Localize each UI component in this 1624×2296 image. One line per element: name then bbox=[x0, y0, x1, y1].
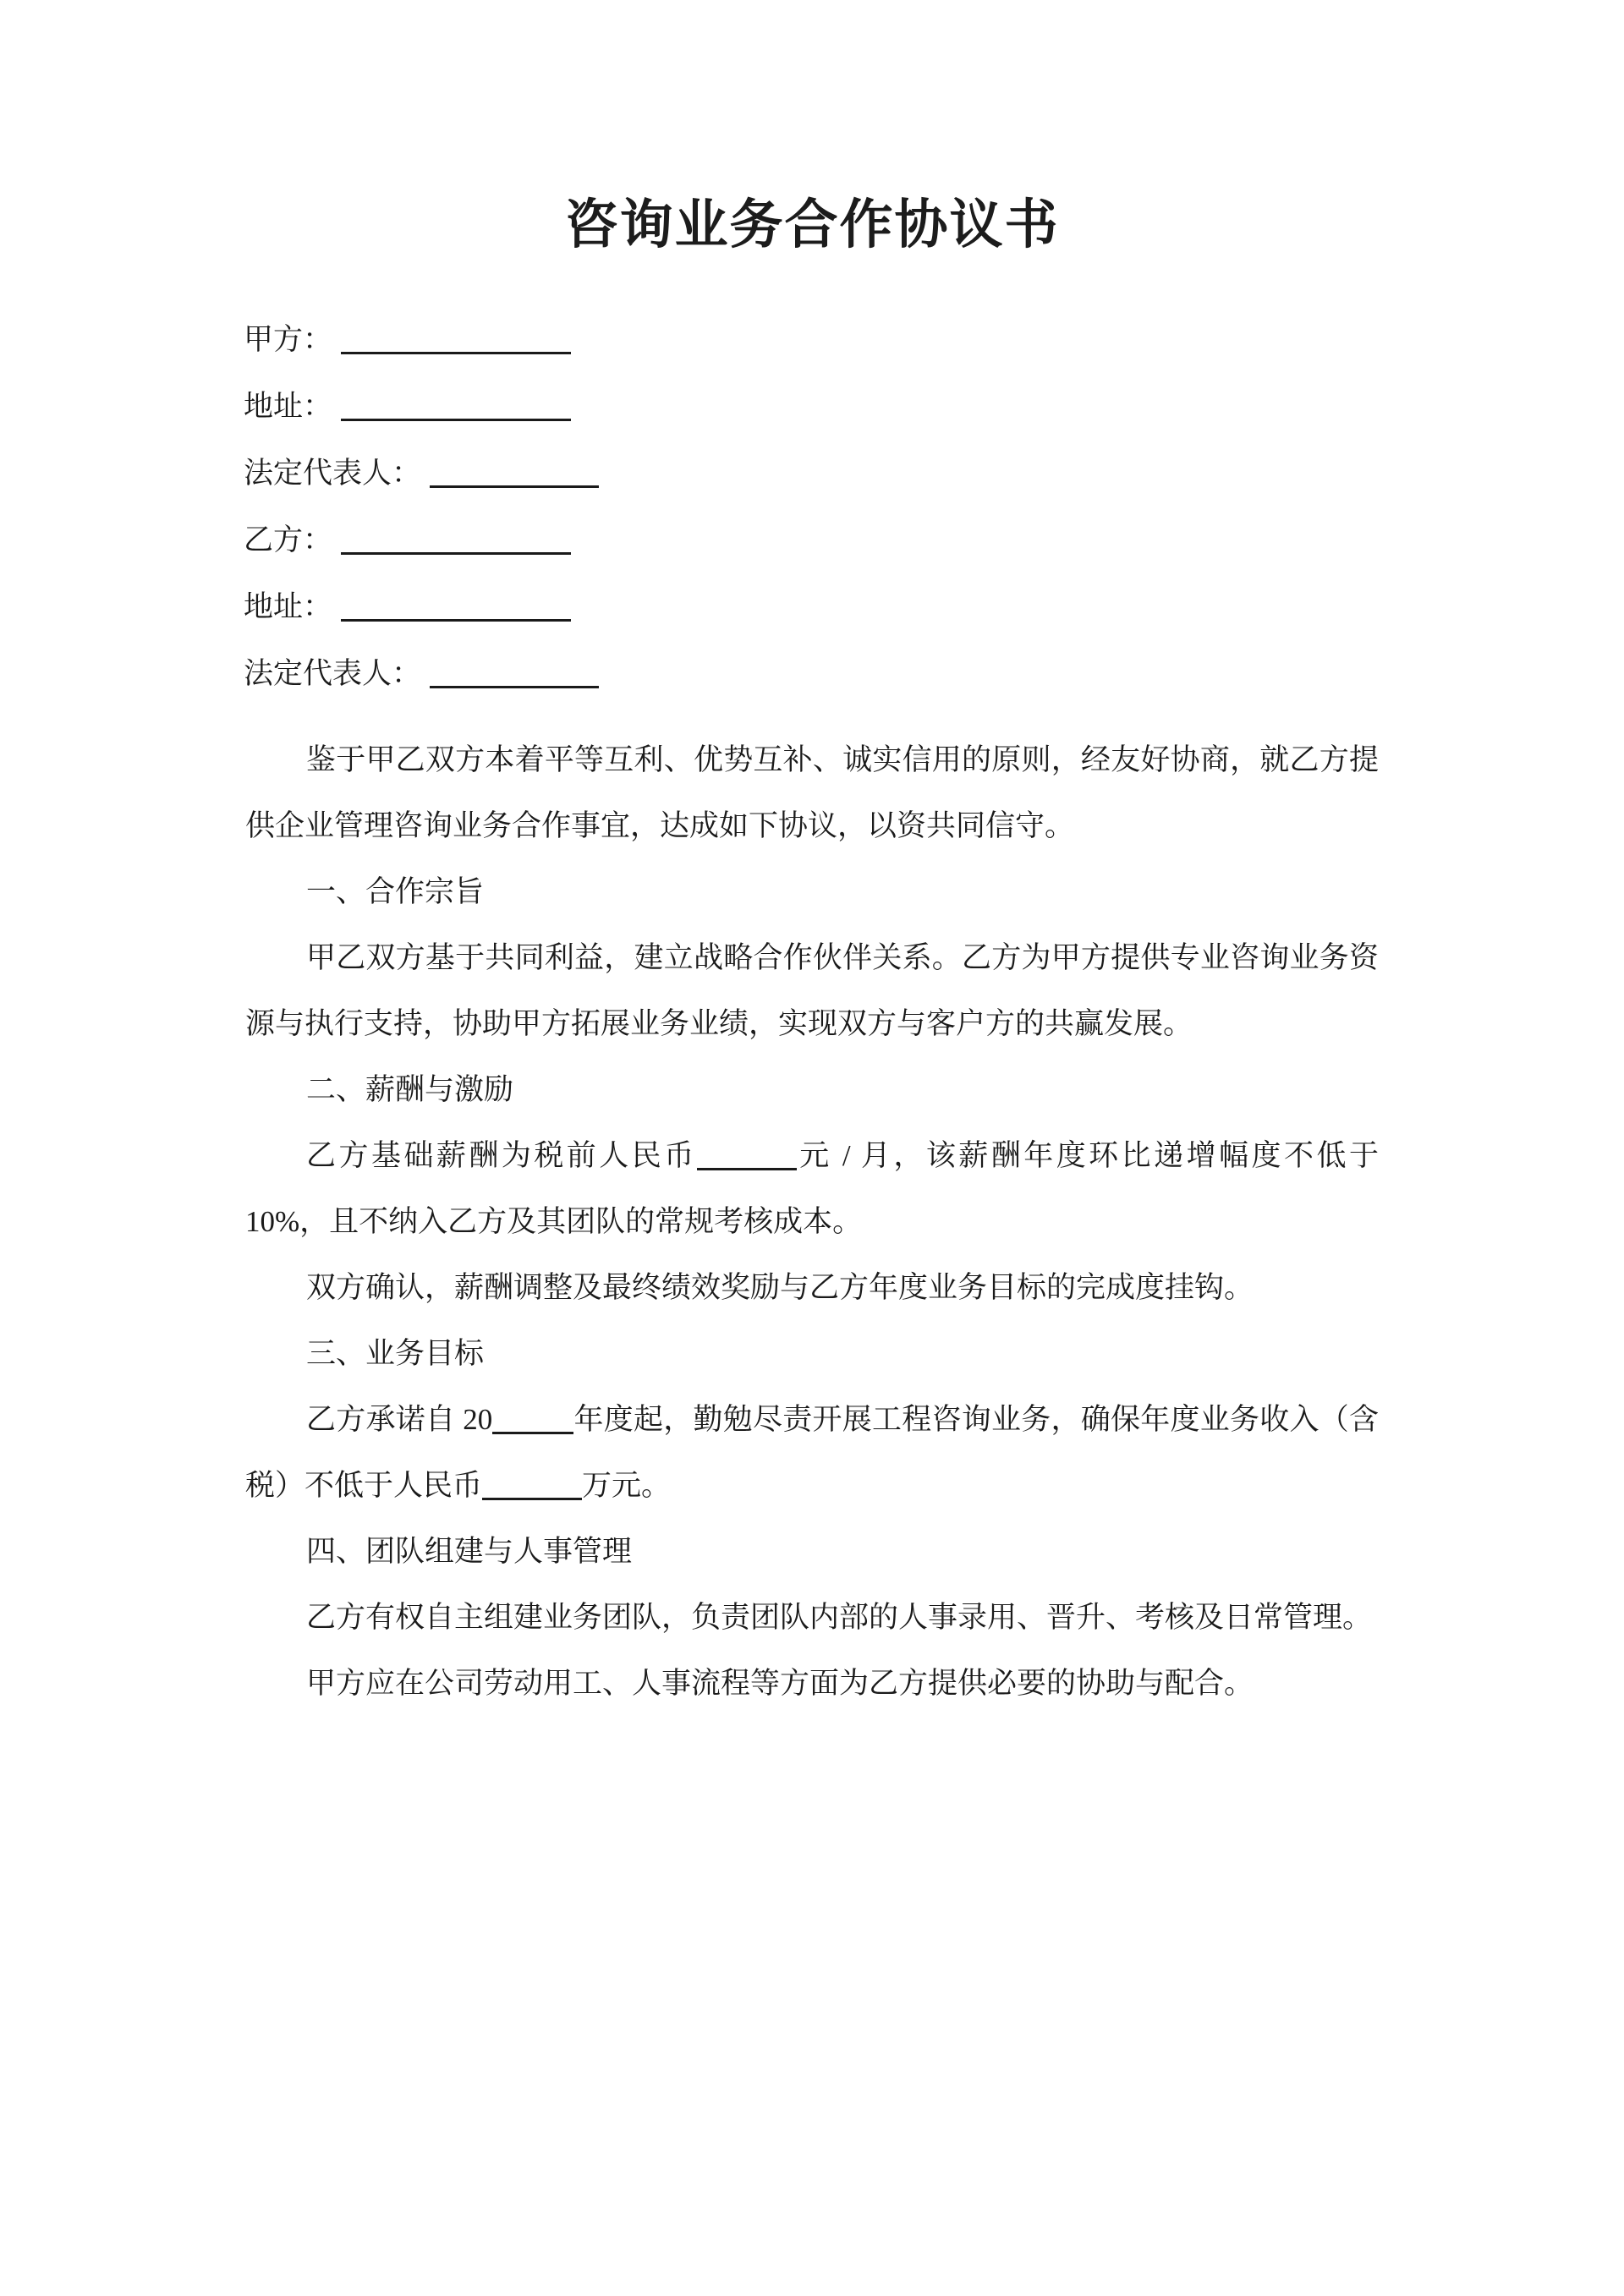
section-4-paragraph-2: 甲方应在公司劳动用工、人事流程等方面为乙方提供必要的协助与配合。 bbox=[306, 1666, 1254, 1700]
section-2-salary-clause bbox=[0, 1123, 1624, 1255]
party-line-jiafang bbox=[0, 288, 1624, 354]
target-year-blank[interactable] bbox=[492, 1432, 573, 1434]
target-clause-text-part1: 乙方承诺自 20 bbox=[306, 1402, 493, 1436]
party-line-yifang-representative bbox=[0, 622, 1624, 688]
party-blank-yifang-address[interactable] bbox=[341, 619, 571, 622]
party-blank-jiafang[interactable] bbox=[341, 352, 571, 354]
party-label-yifang-representative: 法定代表人： bbox=[244, 656, 422, 690]
salary-clause-text-before: 乙方基础薪酬为税前人民币 bbox=[306, 1138, 697, 1172]
target-clause-text-part2: 年度起，勤勉尽责开展工程咨询业务，确保年度业务收入（含税）不低于人民币 bbox=[245, 1402, 1379, 1502]
target-revenue-blank[interactable] bbox=[482, 1498, 582, 1500]
page-title: 咨询业务合作协议书 bbox=[564, 194, 1060, 255]
party-label-jiafang-address: 地址： bbox=[244, 389, 333, 423]
section-heading-4: 四、团队组建与人事管理 bbox=[306, 1534, 633, 1568]
party-label-yifang-address: 地址： bbox=[244, 589, 333, 623]
party-line-jiafang-representative bbox=[0, 421, 1624, 488]
party-line-yifang bbox=[0, 488, 1624, 555]
party-blank-jiafang-representative[interactable] bbox=[430, 485, 599, 488]
section-2-paragraph-2: 双方确认，薪酬调整及最终绩效奖励与乙方年度业务目标的完成度挂钩。 bbox=[306, 1270, 1254, 1304]
party-label-yifang: 乙方： bbox=[244, 523, 333, 556]
party-blank-jiafang-address[interactable] bbox=[341, 419, 571, 421]
section-3-target-clause bbox=[0, 1387, 1624, 1519]
party-line-jiafang-address bbox=[0, 354, 1624, 421]
preamble-paragraph: 鉴于甲乙双方本着平等互利、优势互补、诚实信用的原则，经友好协商，就乙方提供企业管理咨询业务合作事宜，达成如下协议，以资共同信守。 bbox=[245, 743, 1379, 842]
party-line-yifang-address bbox=[0, 555, 1624, 622]
section-heading-2: 二、薪酬与激励 bbox=[306, 1072, 514, 1106]
salary-amount-blank[interactable] bbox=[697, 1168, 797, 1170]
section-1-paragraph-1: 甲乙双方基于共同利益，建立战略合作伙伴关系。乙方为甲方提供专业咨询业务资源与执行支持，协助甲方拓展业务业绩，实现双方与客户方的共赢发展。 bbox=[245, 940, 1379, 1040]
section-heading-3: 三、业务目标 bbox=[306, 1336, 485, 1370]
target-clause-text-part3: 万元。 bbox=[582, 1468, 672, 1502]
party-label-jiafang-representative: 法定代表人： bbox=[244, 456, 422, 490]
document-body bbox=[0, 688, 1624, 1717]
party-blank-yifang-representative[interactable] bbox=[430, 686, 599, 688]
party-information-block bbox=[0, 257, 1624, 688]
section-4-paragraph-1: 乙方有权自主组建业务团队，负责团队内部的人事录用、晋升、考核及日常管理。 bbox=[306, 1600, 1373, 1634]
party-label-jiafang: 甲方： bbox=[244, 322, 333, 356]
section-heading-1: 一、合作宗旨 bbox=[306, 874, 485, 908]
salary-clause-text-after: 元 / 月，该薪酬年度环比递增幅度不低于 10%，且不纳入乙方及其团队的常规考核成本。 bbox=[245, 1138, 1379, 1238]
party-blank-yifang[interactable] bbox=[341, 552, 571, 555]
